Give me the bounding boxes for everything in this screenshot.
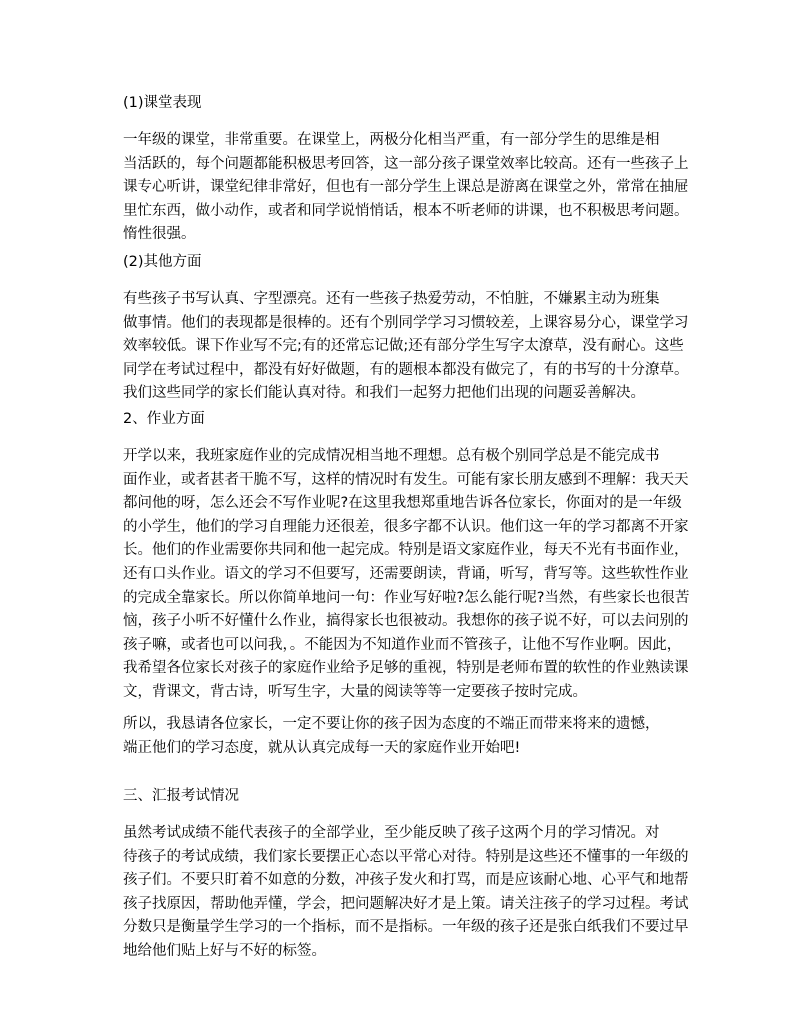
paragraph-line: 虽然考试成绩不能代表孩子的全部学业，至少能反映了孩子这两个月的学习情况。对 (123, 825, 660, 841)
paragraph-line: 当活跃的，每个问题都能积极思考回答，这一部分孩子课堂效率比较高。还有一些孩子上 (123, 155, 689, 172)
paragraph-line: 端正他们的学习态度，就从认真完成每一天的家庭作业开始吧! (123, 739, 521, 756)
paragraph-appeal (123, 713, 698, 760)
paragraph-line: 面作业，或者甚者干脆不写，这样的情况时有发生。可能有家长朋友感到不理解：我天天 (123, 471, 689, 488)
paragraph-line: 课专心听讲，课堂纪律非常好，但也有一部分学生上课总是游离在课堂之外，常常在抽屉 (123, 179, 689, 196)
paragraph-line: 所以，我恳请各位家长，一定不要让你的孩子因为态度的不端正而带来将来的遗憾， (123, 716, 660, 732)
paragraph-line: 长。他们的作业需要你共同和他一起完成。特别是语文家庭作业，每天不光有书面作业， (123, 542, 689, 559)
heading-homework: 2、作业方面 (123, 411, 205, 427)
paragraph-line: 文，背课文，背古诗，听写生字，大量的阅读等等一定要孩子按时完成。 (123, 683, 587, 700)
paragraph-line: 一年级的课堂，非常重要。在课堂上，两极分化相当严重，有一部分学生的思维是相 (123, 132, 660, 148)
paragraph-line: 都问他的呀，怎么还会不写作业呢?在这里我想郑重地告诉各位家长，你面对的是一年级 (123, 495, 682, 512)
paragraph-line: 做事情。他们的表现都是很棒的。还有个别同学学习习惯较差，上课容易分心，课堂学习 (123, 314, 689, 331)
paragraph-line: 还有口头作业。语文的学习不但要写，还需要朗读，背诵，听写，背写等。这些软性作业 (123, 565, 689, 582)
paragraph-classroom-performance (123, 129, 698, 247)
heading-classroom-performance: (1)课堂表现 (123, 95, 202, 111)
paragraph-line: 孩子们。不要只盯着不如意的分数，冲孩子发火和打骂，而是应该耐心地、心平气和地帮 (123, 872, 689, 889)
heading-other-aspects: (2)其他方面 (123, 254, 202, 270)
paragraph-line: 同学在考试过程中，都没有好好做题，有的题根本都没有做完了，有的书写的十分潦草。 (123, 361, 689, 378)
paragraph-line: 的完成全靠家长。所以你简单地问一句：作业写好啦?怎么能行呢?当然，有些家长也很苦 (123, 589, 690, 606)
paragraph-line: 的小学生，他们的学习自理能力还很差，很多字都不认识。他们这一年的学习都离不开家 (123, 518, 689, 535)
paragraph-line: 地给他们贴上好与不好的标签。 (123, 942, 326, 959)
paragraph-other-aspects (123, 288, 698, 406)
paragraph-line: 分数只是衡量学生学习的一个指标，而不是指标。一年级的孩子还是张白纸我们不要过早 (123, 919, 689, 936)
paragraph-line: 孩子嘛，或者也可以问我，。不能因为不知道作业而不管孩子，让他不写作业啊。因此， (123, 636, 682, 653)
paragraph-line: 开学以来，我班家庭作业的完成情况相当地不理想。总有极个别同学总是不能完成书 (123, 448, 660, 464)
paragraph-line: 效率较低。课下作业写不完;有的还常忘记做;还有部分学生写字太潦草，没有耐心。这些 (123, 338, 684, 355)
paragraph-line: 惰性很强。 (123, 226, 196, 243)
paragraph-homework (123, 445, 698, 705)
heading-exam-report: 三、汇报考试情况 (123, 788, 239, 804)
paragraph-line: 有些孩子书写认真、字型漂亮。还有一些孩子热爱劳动，不怕脏，不嫌累主动为班集 (123, 291, 660, 307)
paragraph-exam-report (123, 822, 698, 964)
paragraph-line: 我们这些同学的家长们能认真对待。和我们一起努力把他们出现的问题妥善解决。 (123, 385, 645, 402)
paragraph-line: 里忙东西，做小动作，或者和同学说悄悄话，根本不听老师的讲课，也不积极思考问题。 (123, 202, 689, 219)
paragraph-line: 恼，孩子小听不好懂什么作业，搞得家长也很被动。我想你的孩子说不好，可以去问别的 (123, 613, 689, 630)
paragraph-line: 我希望各位家长对孩子的家庭作业给予足够的重视，特别是老师布置的软性的作业熟读课 (123, 660, 689, 677)
paragraph-line: 待孩子的考试成绩，我们家长要摆正心态以平常心对待。特别是这些还不懂事的一年级的 (123, 848, 689, 865)
paragraph-line: 孩子找原因，帮助他弄懂，学会，把问题解决好才是上策。请关注孩子的学习过程。考试 (123, 895, 689, 912)
